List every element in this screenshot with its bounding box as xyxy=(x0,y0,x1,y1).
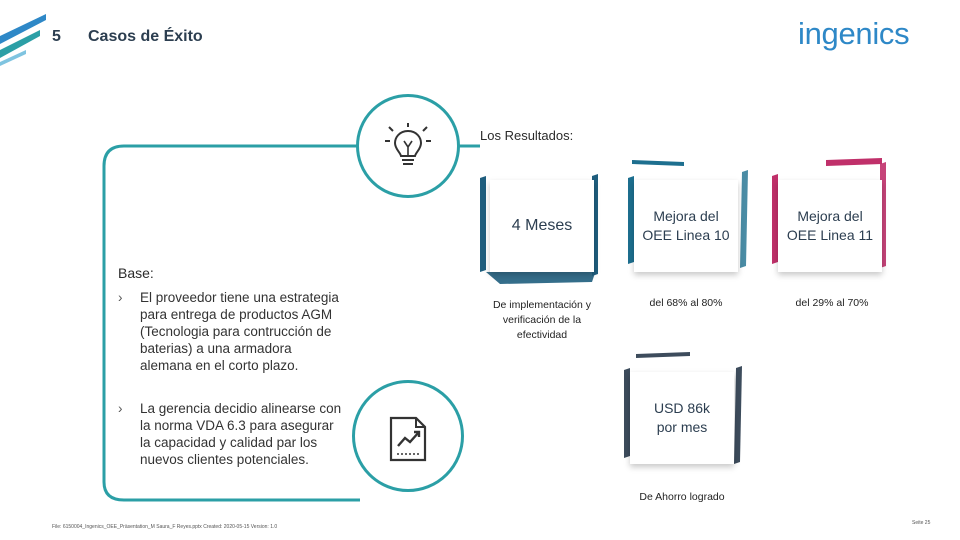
result-card-duration xyxy=(490,180,594,272)
result-card-label: Mejora del OEE Linea 11 xyxy=(786,208,874,243)
result-caption: De Ahorro logrado xyxy=(639,491,725,503)
result-card-oee-10 xyxy=(634,180,738,272)
result-card-oee-11 xyxy=(778,180,882,272)
results-title: Los Resultados: xyxy=(480,128,574,143)
result-card-label: USD 86k por mes xyxy=(653,400,711,435)
result-card-label: 4 Meses xyxy=(511,217,573,234)
footer-file-info: File: 6150004_Ingenics_OEE_Präsentation_M Saura_F Reyes.pptx Created: 2020-05-15 Version: 1.0 xyxy=(52,524,278,530)
bullet-mark: › xyxy=(118,290,123,305)
base-title: Base: xyxy=(118,265,154,281)
result-card-label: Mejora del OEE Linea 10 xyxy=(642,208,730,243)
ingenics-logo: ingenics xyxy=(798,16,910,51)
slide-number: 5 xyxy=(52,28,61,45)
result-caption: del 68% al 80% xyxy=(649,297,723,309)
bullet-text: El proveedor tiene una estrategia para entrega de productos AGM (Tecnologia para contrucción de baterias) a una armadora alemana en el corto plazo. xyxy=(140,290,339,373)
result-caption: del 29% al 70% xyxy=(795,297,869,309)
result-caption: De implementación y verificación de la efectividad xyxy=(492,299,592,341)
bullet-mark: › xyxy=(118,401,123,416)
slide-title: Casos de Éxito xyxy=(88,28,203,45)
bullet-text: La gerencia decidio alinearse con la norma VDA 6.3 para asegurar la capacidad y calidad par los nuevos clientes potenciales. xyxy=(140,401,342,467)
result-card-savings xyxy=(630,372,734,464)
footer-page-number: Seite 25 xyxy=(912,520,931,526)
